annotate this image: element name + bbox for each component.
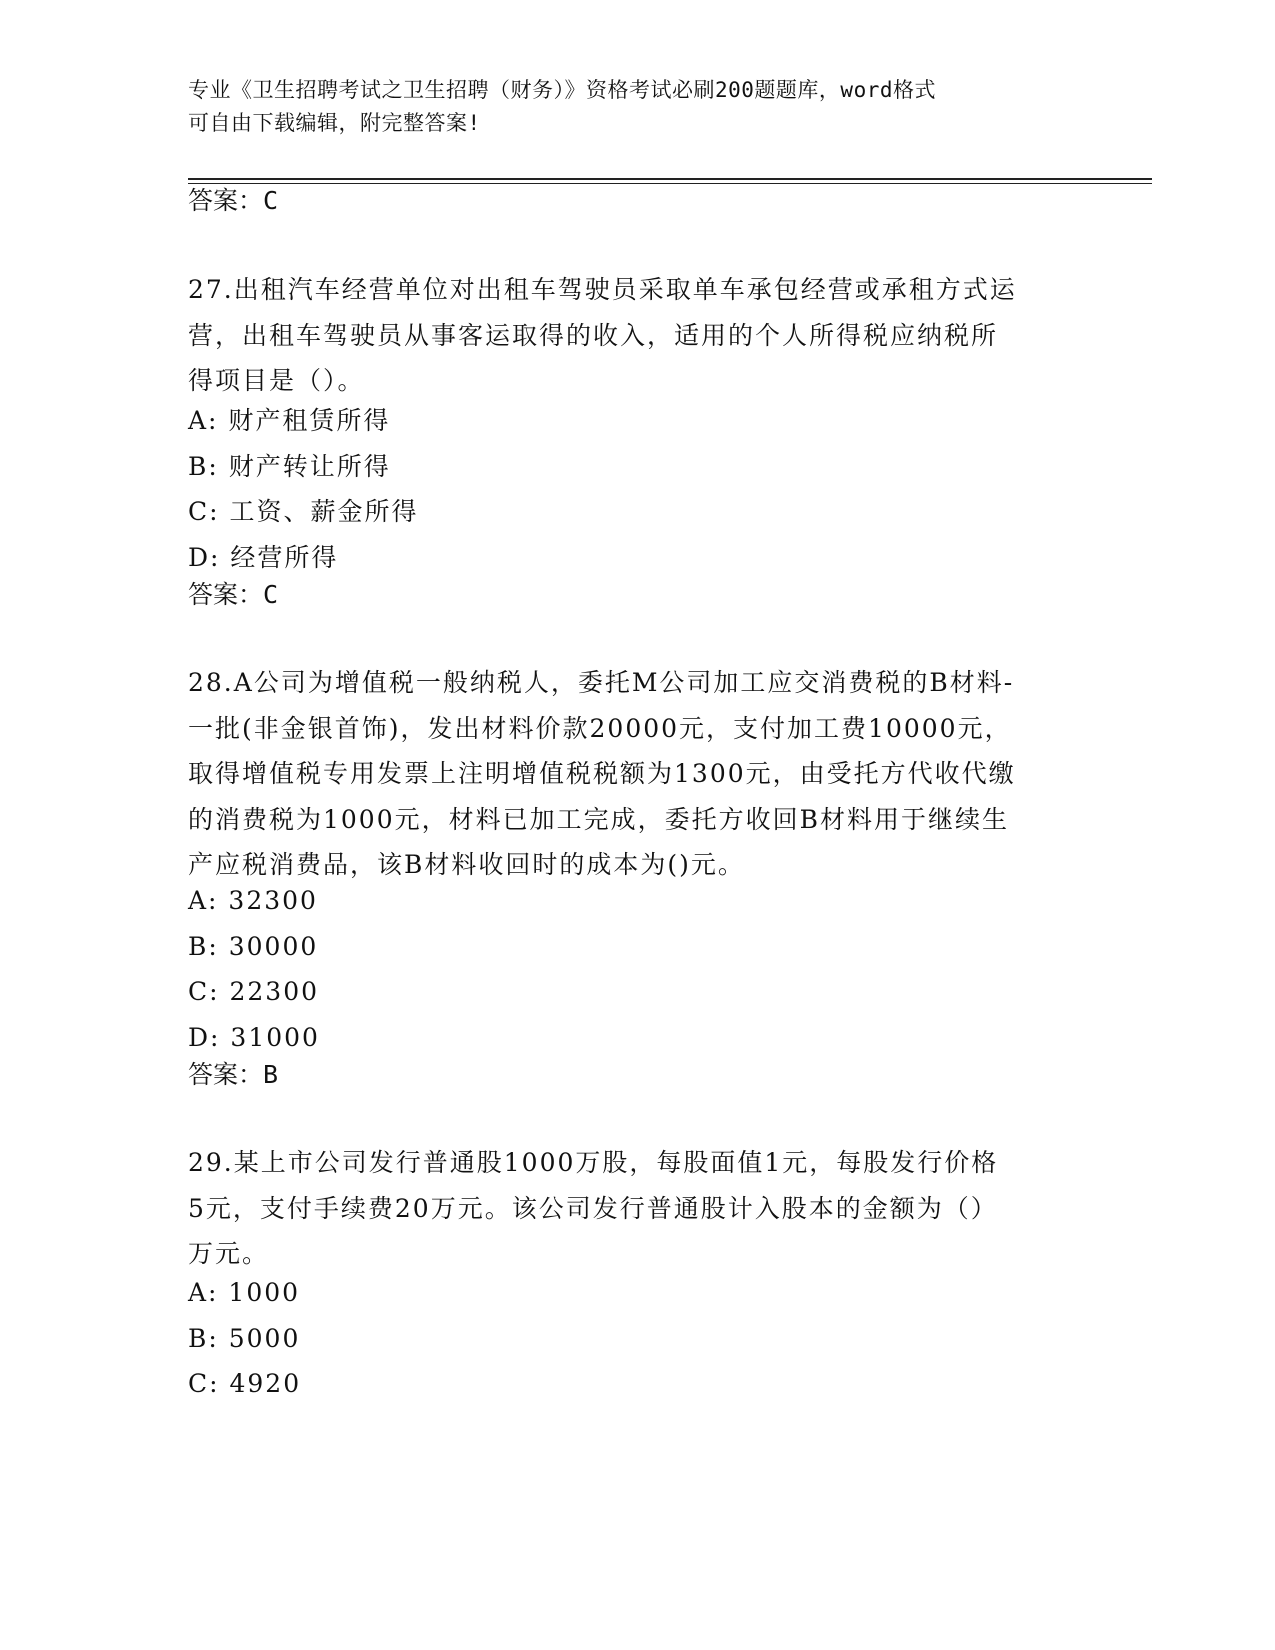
question-29-option-b: B: 5000 bbox=[188, 1323, 301, 1353]
header-divider-thin bbox=[188, 183, 1152, 184]
question-27-line-3: 得项目是（）。 bbox=[188, 366, 365, 395]
header-line-2: 可自由下载编辑，附完整答案! bbox=[188, 111, 481, 135]
header-divider-thick bbox=[188, 178, 1152, 180]
question-28-option-b: B: 30000 bbox=[188, 931, 319, 961]
answer-previous: 答案：C bbox=[188, 186, 279, 215]
question-29-option-c: C: 4920 bbox=[188, 1369, 302, 1398]
question-28-option-d: D: 31000 bbox=[188, 1022, 320, 1052]
question-29 bbox=[188, 1140, 1088, 1277]
question-27 bbox=[188, 267, 1088, 404]
question-27-options bbox=[188, 398, 419, 580]
question-27-line-2: 营，出租车驾驶员从事客运取得的收入，适用的个人所得税应纳税所 bbox=[188, 320, 999, 350]
question-29-option-a: A: 1000 bbox=[188, 1278, 301, 1307]
question-27-option-c: C: 工资、薪金所得 bbox=[188, 497, 419, 526]
question-27-answer: 答案：C bbox=[188, 580, 279, 609]
question-28-answer: 答案：B bbox=[188, 1060, 279, 1089]
question-29-line-3: 万元。 bbox=[188, 1239, 270, 1268]
question-28-option-a: A: 32300 bbox=[188, 886, 318, 915]
question-27-option-a: A: 财产租赁所得 bbox=[188, 406, 391, 435]
question-28-line-5: 产应税消费品，该B材料收回时的成本为()元。 bbox=[188, 850, 745, 879]
document-header bbox=[188, 74, 1088, 140]
question-28-line-3: 取得增值税专用发票上注明增值税税额为1300元，由受托方代收代缴 bbox=[188, 759, 1016, 788]
question-28-line-4: 的消费税为1000元，材料已加工完成，委托方收回B材料用于继续生 bbox=[188, 804, 1009, 834]
question-29-line-1: 29.某上市公司发行普通股1000万股，每股面值1元，每股发行价格 bbox=[188, 1148, 999, 1177]
question-29-line-2: 5元，支付手续费20万元。该公司发行普通股计入股本的金额为（） bbox=[188, 1193, 998, 1223]
question-29-options bbox=[188, 1270, 301, 1407]
header-line-1: 专业《卫生招聘考试之卫生招聘（财务）》资格考试必刷200题题库，word格式 bbox=[188, 78, 936, 102]
question-28-options bbox=[188, 878, 320, 1060]
question-28-option-c: C: 22300 bbox=[188, 977, 320, 1006]
question-27-option-b: B: 财产转让所得 bbox=[188, 451, 391, 481]
question-28-line-2: 一批(非金银首饰)，发出材料价款20000元，支付加工费10000元， bbox=[188, 713, 1012, 743]
question-28 bbox=[188, 660, 1088, 888]
question-27-line-1: 27.出租汽车经营单位对出租车驾驶员采取单车承包经营或承租方式运 bbox=[188, 275, 1017, 304]
question-27-option-d: D: 经营所得 bbox=[188, 542, 339, 572]
question-28-line-1: 28.A公司为增值税一般纳税人，委托M公司加工应交消费税的B材料- bbox=[188, 668, 1015, 697]
